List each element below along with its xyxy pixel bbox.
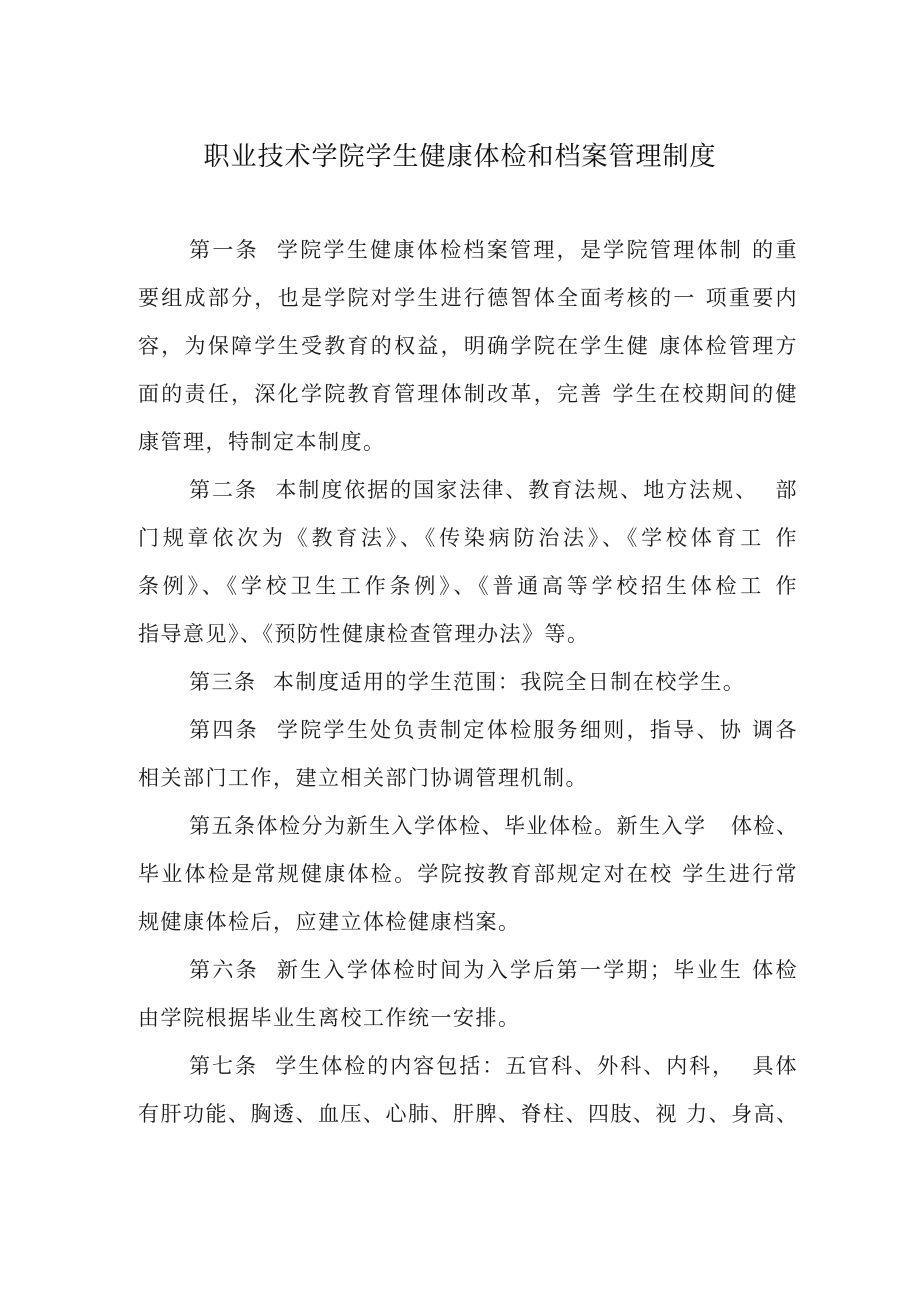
text-line: 指导意见》、《预防性健康检查管理办法》等。	[138, 622, 590, 646]
text-line: 第七条 学生体检的内容包括：五官科、外科、内科， 具体	[189, 1054, 798, 1078]
text-line: 第五条体检分为新生入学体检、毕业体检。新生入学 体检、	[189, 814, 799, 838]
text-line: 由学院根据毕业生离校工作统一安排。	[138, 1006, 521, 1030]
article-7	[138, 1048, 798, 1144]
document-title: 职业技术学院学生健康体检和档案管理制度	[203, 142, 717, 172]
text-line: 规健康体检后，应建立体检健康档案。	[138, 910, 521, 934]
text-line: 第二条 本制度依据的国家法律、教育法规、地方法规、 部	[189, 478, 798, 502]
article-2	[138, 472, 798, 664]
article-6	[138, 952, 798, 1048]
text-line: 要组成部分，也是学院对学生进行德智体全面考核的一 项重要内	[138, 286, 798, 310]
article-3	[138, 664, 798, 712]
text-line: 门规章依次为《教育法》、《传染病防治法》、《学校体育工 作	[138, 526, 798, 550]
text-line: 第六条 新生入学体检时间为入学后第一学期；毕业生 体检	[189, 958, 798, 982]
text-line: 第四条 学院学生处负责制定体检服务细则，指导、协 调各	[189, 718, 798, 742]
text-line: 有肝功能、胸透、血压、心肺、肝脾、脊柱、四肢、视 力、身高、	[138, 1102, 799, 1126]
article-4	[138, 712, 798, 808]
document-body	[138, 232, 798, 1144]
text-line: 康管理，特制定本制度。	[138, 430, 386, 454]
text-line: 相关部门工作，建立相关部门协调管理机制。	[138, 766, 588, 790]
article-5	[138, 808, 798, 952]
text-line: 容，为保障学生受教育的权益，明确学院在学生健 康体检管理方	[138, 334, 798, 358]
text-line: 第三条 本制度适用的学生范围：我院全日制在校学生。	[189, 670, 746, 694]
text-line: 毕业体检是常规健康体检。学院按教育部规定对在校 学生进行常	[138, 862, 798, 886]
text-line: 条例》、《学校卫生工作条例》、《普通高等学校招生体检工 作	[138, 574, 798, 598]
article-1	[138, 232, 798, 472]
text-line: 面的责任，深化学院教育管理体制改革，完善 学生在校期间的健	[138, 382, 798, 406]
text-line: 第一条 学院学生健康体检档案管理，是学院管理体制 的重	[189, 238, 798, 262]
